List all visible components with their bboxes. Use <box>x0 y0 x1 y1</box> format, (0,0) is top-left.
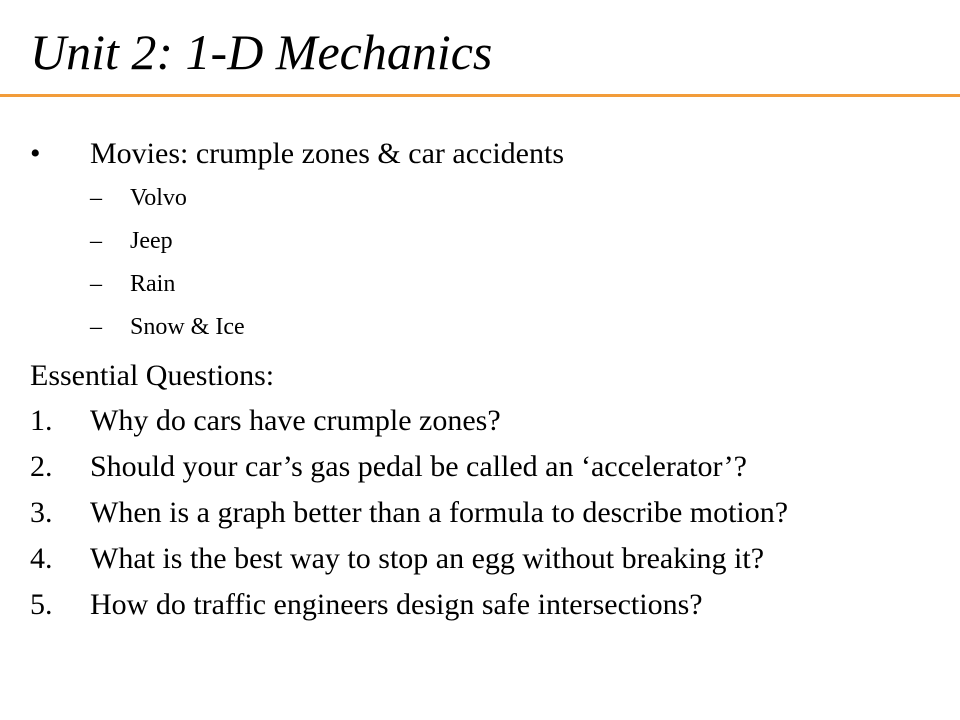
essential-questions-heading: Essential Questions: <box>30 359 275 392</box>
sub-bullet-text: Volvo <box>130 185 187 211</box>
dash-marker: – <box>90 314 102 340</box>
question-number: 4. <box>30 542 53 575</box>
dash-marker: – <box>90 228 102 254</box>
question-number: 3. <box>30 496 53 529</box>
question-text: When is a graph better than a formula to describe motion? <box>90 496 789 529</box>
question-number: 1. <box>30 404 53 437</box>
question-text: How do traffic engineers design safe intersections? <box>90 588 703 621</box>
question-text: Should your car’s gas pedal be called an ‘accelerator’? <box>90 450 747 483</box>
question-number: 2. <box>30 450 53 483</box>
question-item <box>30 448 950 486</box>
question-text: Why do cars have crumple zones? <box>90 404 501 437</box>
slide-title: Unit 2: 1-D Mechanics <box>30 24 493 80</box>
sub-bullet-text: Rain <box>130 271 176 297</box>
sub-bullet-text: Snow & Ice <box>130 314 245 340</box>
question-item <box>30 402 950 440</box>
dash-marker: – <box>90 185 102 211</box>
title-underline <box>0 94 960 97</box>
dash-marker: – <box>90 271 102 297</box>
question-list <box>30 402 950 632</box>
question-number: 5. <box>30 588 53 621</box>
main-bullet-text: Movies: crumple zones & car accidents <box>90 137 564 170</box>
bullet-marker: • <box>30 137 41 170</box>
question-text: What is the best way to stop an egg without breaking it? <box>90 542 765 575</box>
sub-bullet-text: Jeep <box>130 228 173 254</box>
question-item <box>30 494 950 532</box>
question-item <box>30 540 950 578</box>
question-item <box>30 586 950 624</box>
